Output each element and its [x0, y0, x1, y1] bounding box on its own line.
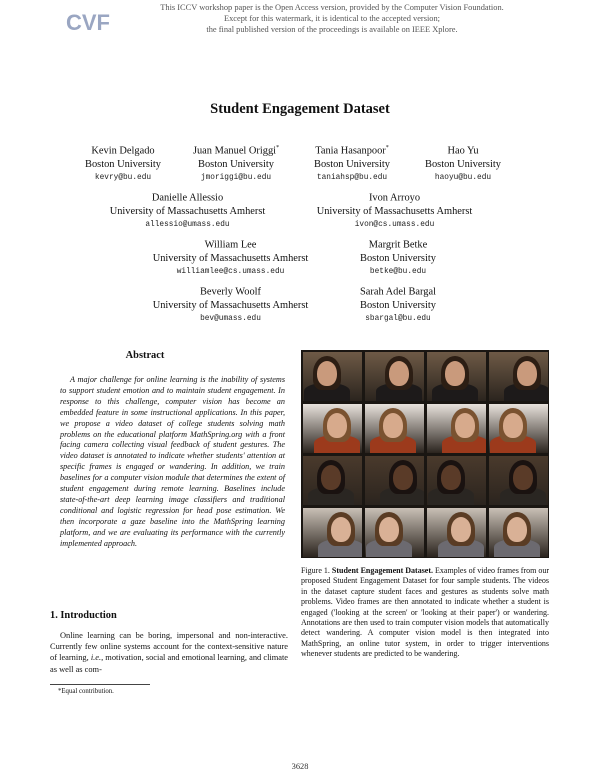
author-email[interactable]: taniahsp@bu.edu [316, 174, 388, 183]
watermark-line: the final published version of the proceedings is available on IEEE Xplore. [206, 25, 458, 34]
author-email[interactable]: bev@umass.edu [200, 315, 261, 324]
author-affiliation: University of Massachusetts Amherst [316, 206, 473, 218]
author-block [138, 235, 323, 279]
author-email[interactable]: allessio@umass.edu [145, 221, 230, 230]
author-affiliation: Boston University [360, 253, 436, 265]
introduction-body [50, 630, 288, 675]
video-frame-thumbnail [365, 508, 424, 557]
author-affiliation: Boston University [314, 159, 390, 171]
author-name: Margrit Betke [368, 239, 428, 251]
author-email[interactable]: sbargal@bu.edu [365, 315, 431, 324]
author-email[interactable]: haoyu@bu.edu [434, 174, 492, 183]
video-frame-thumbnail [303, 508, 362, 557]
author-name: Beverly Woolf [199, 286, 261, 298]
author-name: William Lee [204, 239, 257, 251]
abstract-heading: Abstract [125, 350, 165, 361]
figure-caption [301, 566, 549, 660]
figure-image-grid [301, 350, 549, 558]
author-name: Sarah Adel Bargal [360, 286, 436, 298]
author-email[interactable]: betke@bu.edu [369, 268, 427, 277]
video-frame-thumbnail [427, 508, 486, 557]
author-affiliation: University of Massachusetts Amherst [152, 253, 309, 265]
author-name: Danielle Allessio [151, 192, 224, 204]
video-frame-thumbnail [365, 456, 424, 505]
author-block [95, 188, 280, 232]
author-name: Tania Hasanpoor* [315, 145, 389, 157]
watermark-line: This ICCV workshop paper is the Open Access version, provided by the Computer Vision Foundation. [160, 3, 504, 12]
figure-title: Student Engagement Dataset. [331, 566, 434, 575]
figure-label: Figure 1. [301, 566, 330, 575]
video-frame-thumbnail [303, 404, 362, 453]
video-frame-thumbnail [489, 352, 548, 401]
video-frame-thumbnail [303, 352, 362, 401]
author-email[interactable]: jmoriggi@bu.edu [200, 174, 272, 183]
svg-text:CVF: CVF [66, 10, 110, 35]
cvf-logo [64, 8, 110, 36]
introduction-paragraph: Online learning can be boring, impersonal and non-interactive. Currently few online systems account for the context-sensitive nature of learning, i.e., motivation, social and emotional learning, and climate as well as com- [50, 631, 288, 674]
author-block [323, 282, 473, 326]
author-block [388, 141, 538, 185]
author-affiliation: University of Massachusetts Amherst [152, 300, 309, 312]
author-block [302, 188, 487, 232]
figure-caption-text: Examples of video frames from our proposed Student Engagement Dataset for four sample students. The videos in the dataset capture student faces and gestures as students solve math problems. Video frames are then annotated to indicate whether a student is engaged ('looking at the screen' or 'looking at their paper') or wandering. Annotations are then used to train computer vision models that automatically detect wandering. A computer vision model is then integrated into MathSpring, an online tutor system, in order to trigger interventions whenever students are predicted to be wandering. [301, 566, 550, 659]
video-frame-thumbnail [489, 404, 548, 453]
watermark-line: Except for this watermark, it is identical to the accepted version; [223, 14, 441, 23]
author-name: Kevin Delgado [91, 145, 155, 157]
paper-title: Student Engagement Dataset [210, 101, 390, 117]
video-frame-thumbnail [427, 352, 486, 401]
video-frame-thumbnail [489, 456, 548, 505]
author-email[interactable]: kevry@bu.edu [94, 174, 152, 183]
footnote: *Equal contribution. [58, 688, 114, 695]
section-heading-introduction: 1. Introduction [50, 610, 117, 621]
abstract-text: A major challenge for online learning is the inability of systems to support student emotion and to maintain student engagement. In response to this challenge, computer vision has become an embedded feature in some instructional applications. In this paper, we propose a video dataset of college students solving math problems on the educational platform MathSpring.org with a front facing camera collecting visual feedback of student gestures. The video dataset is annotated to indicate whether students' attention at specific frames is engaged or wandering. In addition, we train baselines for a computer vision module that determines the extent of student engagement during remote learning. Baselines include state-of-the-art deep learning image classifiers and traditional conditional and logistic regression for head pose estimation. We then incorporate a gaze baseline into the MathSpring learning platform, and we are evaluating its performance with the currently implemented approach. [60, 375, 285, 548]
author-affiliation: Boston University [85, 159, 161, 171]
author-name: Juan Manuel Origgi* [192, 145, 280, 157]
author-affiliation: University of Massachusetts Amherst [109, 206, 266, 218]
author-affiliation: Boston University [198, 159, 274, 171]
author-email[interactable]: ivon@cs.umass.edu [354, 221, 435, 230]
author-name: Hao Yu [447, 145, 479, 157]
author-block [323, 235, 473, 279]
video-frame-thumbnail [365, 404, 424, 453]
video-frame-thumbnail [489, 508, 548, 557]
author-block [138, 282, 323, 326]
author-name: Ivon Arroyo [368, 192, 421, 204]
author-email[interactable]: williamlee@cs.umass.edu [176, 268, 285, 277]
footnote-rule [50, 684, 150, 685]
page-number: 3628 [291, 762, 309, 771]
author-affiliation: Boston University [360, 300, 436, 312]
video-frame-thumbnail [427, 404, 486, 453]
video-frame-thumbnail [365, 352, 424, 401]
video-frame-thumbnail [427, 456, 486, 505]
video-frame-thumbnail [303, 456, 362, 505]
author-affiliation: Boston University [425, 159, 501, 171]
abstract-body [60, 375, 285, 550]
